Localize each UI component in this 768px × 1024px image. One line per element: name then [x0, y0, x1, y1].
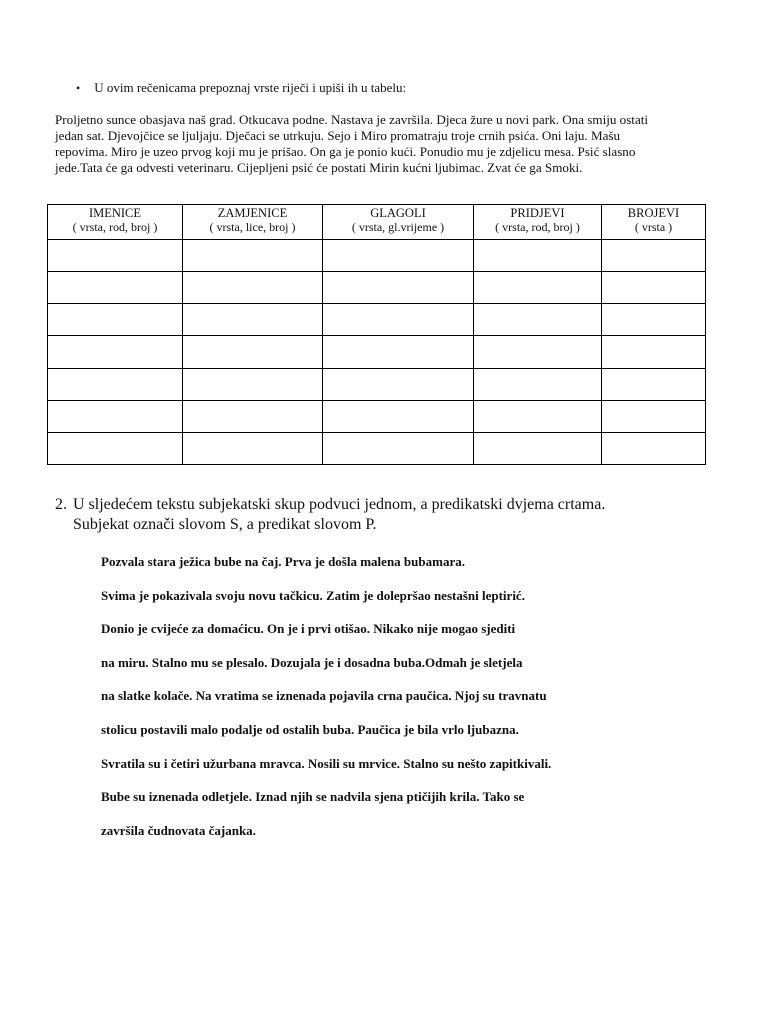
table-cell[interactable] [183, 432, 323, 464]
table-cell[interactable] [48, 240, 183, 272]
table-cell[interactable] [183, 272, 323, 304]
table-cell[interactable] [323, 240, 474, 272]
column-header-pridjevi: PRIDJEVI ( vrsta, rod, broj ) [474, 205, 602, 240]
table-cell[interactable] [48, 336, 183, 368]
table-cell[interactable] [602, 400, 706, 432]
story-line: završila čudnovata čajanka. [101, 822, 256, 838]
task1-instruction [76, 80, 406, 96]
story-line: Pozvala stara ježica bube na čaj. Prva je došla malena bubamara. [101, 554, 465, 569]
story-line: Svratila su i četiri užurbana mravca. Nosili su mrvice. Stalno su nešto zapitkivali. [101, 755, 552, 771]
table-cell[interactable] [323, 304, 474, 336]
table-cell[interactable] [602, 240, 706, 272]
intro-paragraph [55, 112, 715, 176]
table-cell[interactable] [183, 368, 323, 400]
table-cell[interactable] [323, 400, 474, 432]
table-cell[interactable] [602, 368, 706, 400]
table-cell[interactable] [183, 240, 323, 272]
table-row [48, 368, 706, 400]
table-header-row [48, 205, 706, 240]
table-row [48, 272, 706, 304]
table-cell[interactable] [48, 272, 183, 304]
table-cell[interactable] [48, 432, 183, 464]
story-text [101, 552, 701, 854]
table-cell[interactable] [602, 304, 706, 336]
table-row [48, 240, 706, 272]
table-row [48, 400, 706, 432]
table-cell[interactable] [323, 432, 474, 464]
table-row [48, 432, 706, 464]
paragraph-line: Proljetno sunce obasjava naš grad. Otkucava podne. Nastava je završila. Djeca žure u novi park. Ona smiju ostati [55, 112, 649, 127]
story-line: Bube su iznenada odletjele. Iznad njih se nadvila sjena ptičijih krila. Tako se [101, 789, 525, 805]
story-line: na slatke kolače. Na vratima se iznenada pojavila crna paučica. Njoj su travnatu [101, 688, 547, 704]
table-cell[interactable] [602, 432, 706, 464]
table-cell[interactable] [474, 304, 602, 336]
column-header-zamjenice: ZAMJENICE ( vrsta, lice, broj ) [183, 205, 323, 240]
table-row [48, 336, 706, 368]
task-number: 2. [55, 496, 67, 513]
word-types-table [47, 204, 706, 465]
table-row [48, 304, 706, 336]
table-cell[interactable] [474, 432, 602, 464]
table-cell[interactable] [474, 400, 602, 432]
table-cell[interactable] [48, 400, 183, 432]
paragraph-line: jede.Tata će ga odvesti veterinaru. Cijepljeni psić će postati Mirin kućni ljubimac. Zvat će ga Smoki. [55, 160, 583, 175]
story-line: na miru. Stalno mu se plesalo. Dozujala je i dosadna buba.Odmah je sletjela [101, 654, 523, 670]
paragraph-line: jedan sat. Djevojčice se ljuljaju. Dječaci se utrkuju. Sejo i Miro promatraju troje crnih psića. Oni laju. Mašu [55, 128, 621, 143]
table-cell[interactable] [323, 336, 474, 368]
task2-line2: Subjekat označi slovom S, a predikat slovom P. [73, 516, 377, 533]
table-cell[interactable] [474, 336, 602, 368]
table-cell[interactable] [48, 368, 183, 400]
table-cell[interactable] [474, 368, 602, 400]
instruction-text: U ovim rečenicama prepoznaj vrste riječi i upiši ih u tabelu: [94, 80, 407, 95]
table-cell[interactable] [474, 240, 602, 272]
column-header-glagoli: GLAGOLI ( vrsta, gl.vrijeme ) [323, 205, 474, 240]
table-cell[interactable] [183, 336, 323, 368]
story-line: Donio je cvijeće za domaćicu. On je i prvi otišao. Nikako nije mogao sjediti [101, 621, 516, 637]
table-cell[interactable] [183, 304, 323, 336]
story-line: stolicu postavili malo podalje od ostalih buba. Paučica je bila vrlo ljubazna. [101, 721, 519, 737]
story-line: Svima je pokazivala svoju novu tačkicu. Zatim je dolepršao nestašni leptirić. [101, 587, 525, 603]
table-cell[interactable] [602, 336, 706, 368]
bullet-icon: • [76, 80, 81, 95]
column-header-brojevi: BROJEVI ( vrsta ) [602, 205, 706, 240]
table-cell[interactable] [474, 272, 602, 304]
column-header-imenice: IMENICE ( vrsta, rod, broj ) [48, 205, 183, 240]
table-cell[interactable] [602, 272, 706, 304]
table-cell[interactable] [183, 400, 323, 432]
task2-line1: U sljedećem tekstu subjekatski skup podvuci jednom, a predikatski dvjema crtama. [73, 496, 606, 513]
task2-heading [55, 495, 735, 535]
table-cell[interactable] [323, 368, 474, 400]
table-cell[interactable] [323, 272, 474, 304]
table-cell[interactable] [48, 304, 183, 336]
paragraph-line: repovima. Miro je uzeo prvog koji mu je prišao. On ga je ponio kući. Ponudio mu je zdjelicu mesa. Psić slasno [55, 144, 636, 159]
